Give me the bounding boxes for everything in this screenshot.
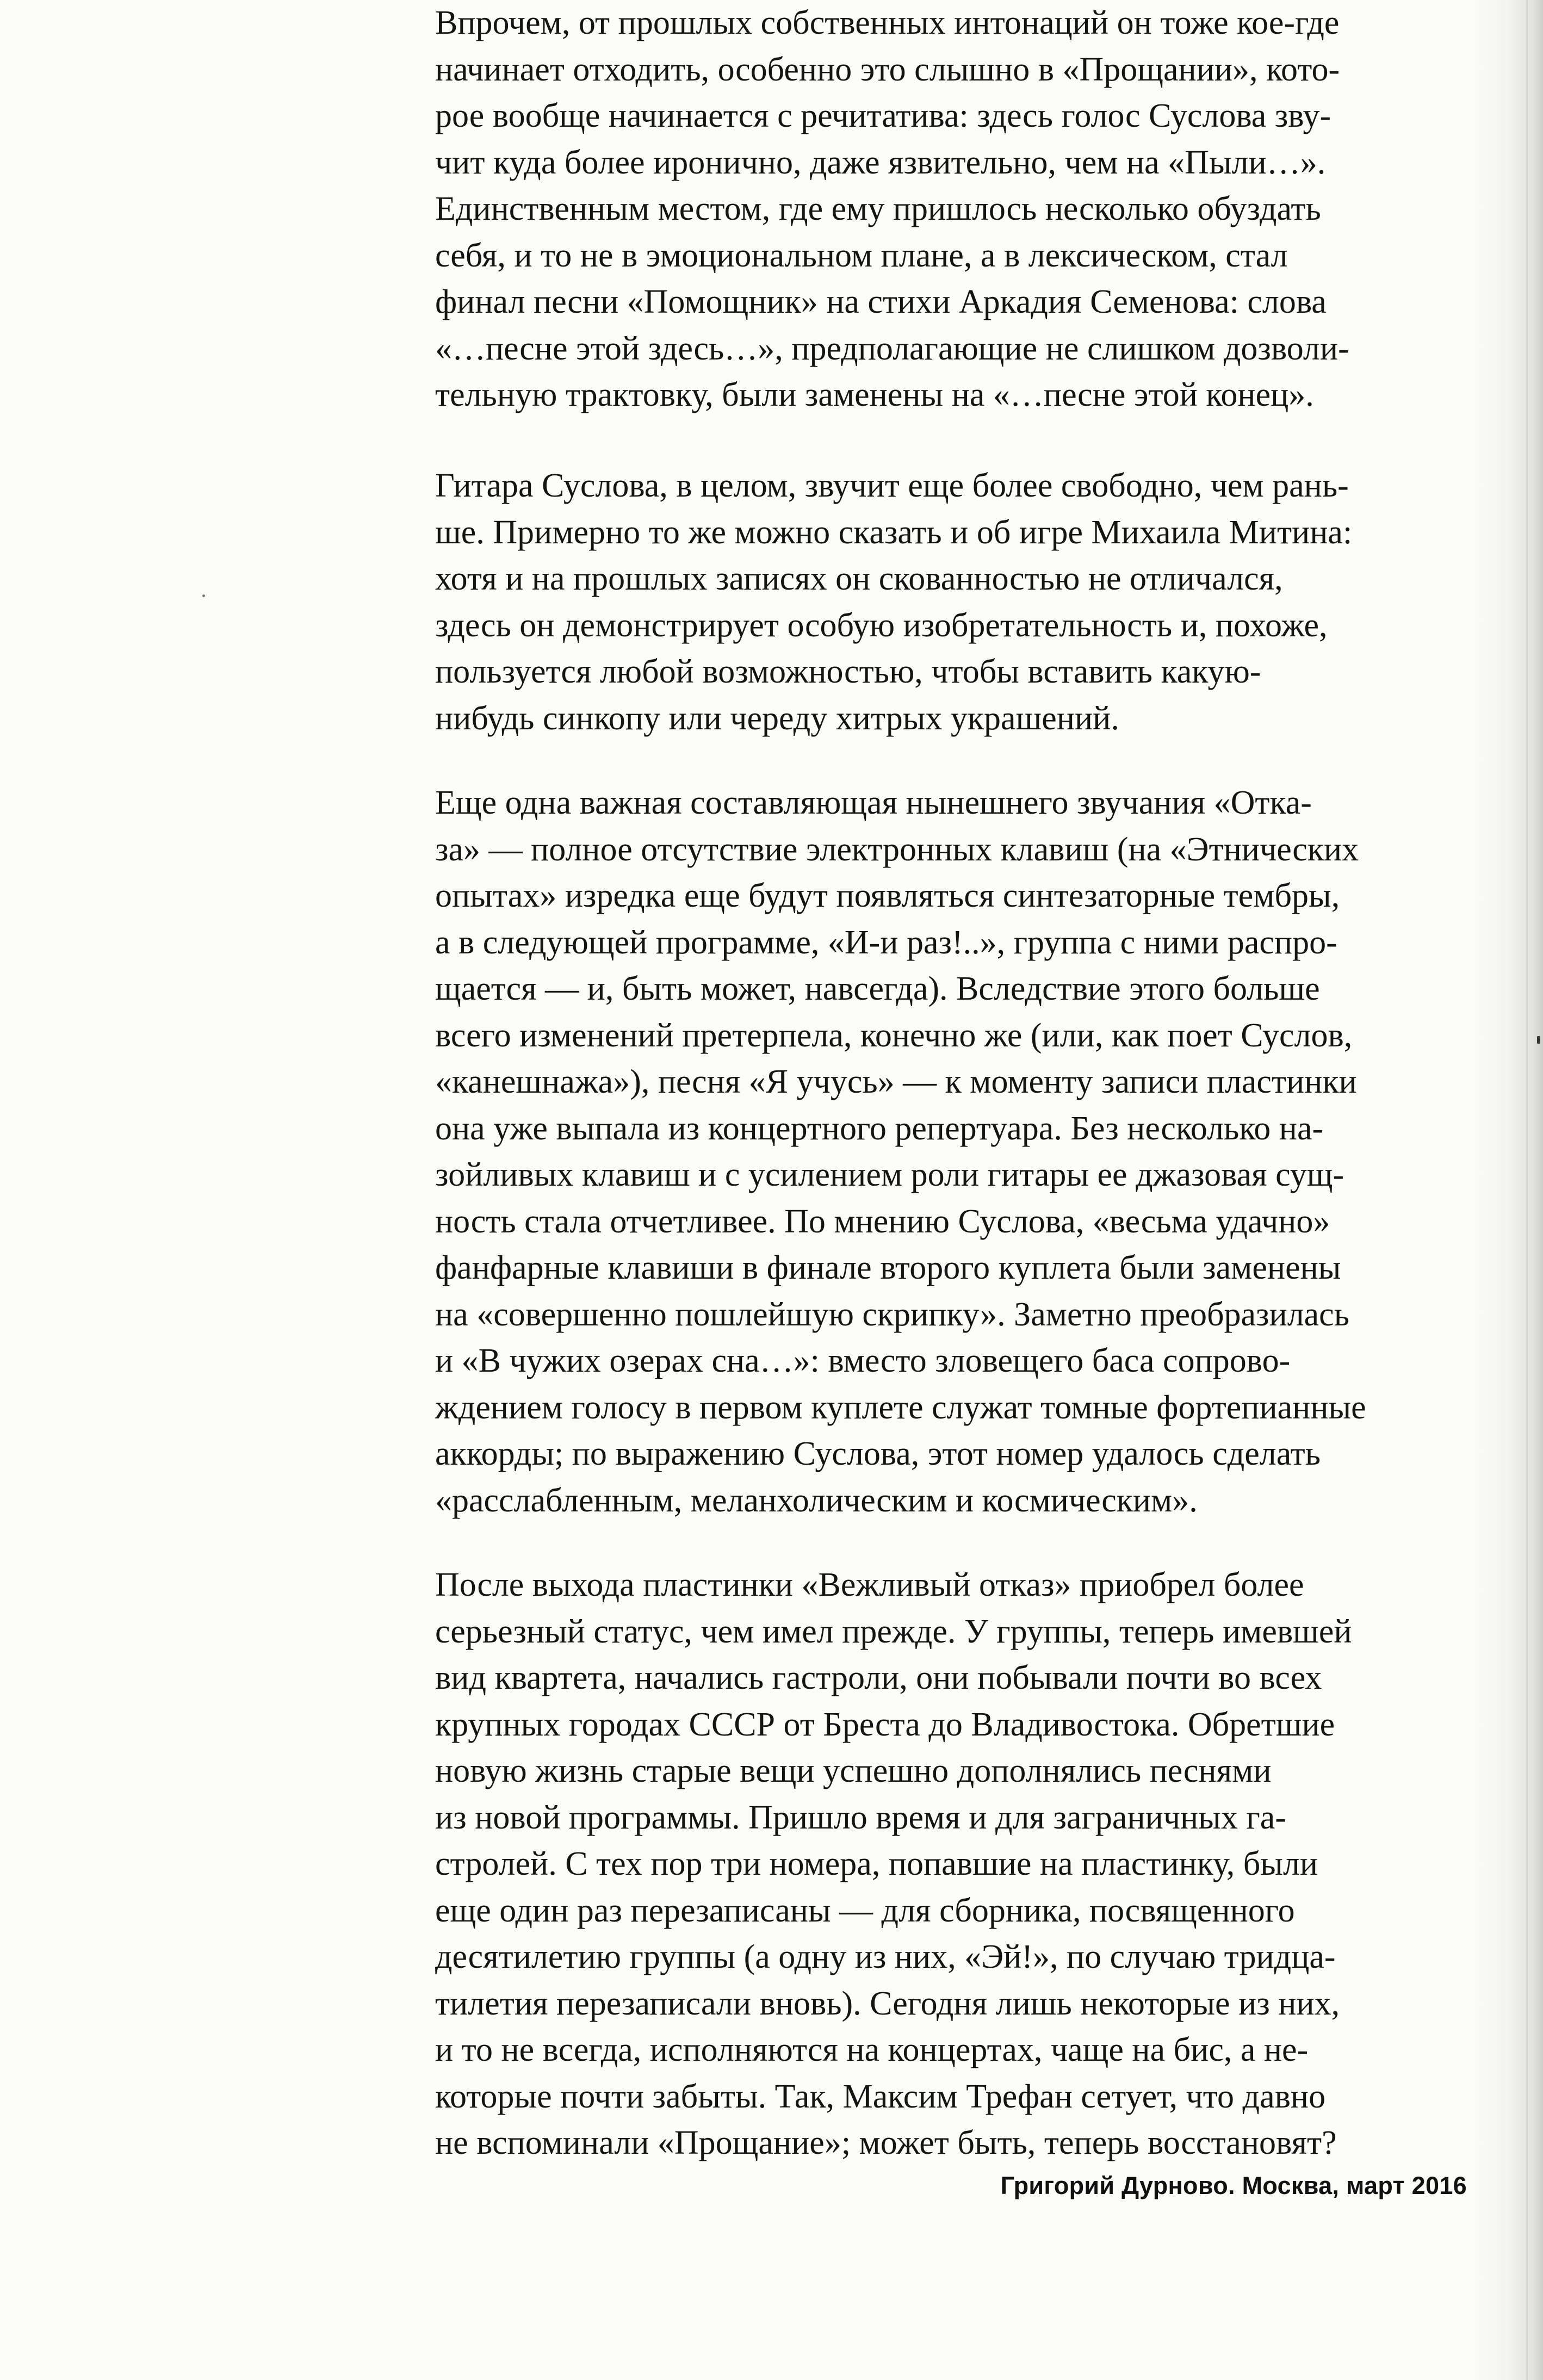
text-line: еще один раз перезаписаны — для сборника, посвященного xyxy=(435,1892,1295,1929)
text-line: опытах» изредка еще будут появляться синтезаторные тембры, xyxy=(435,877,1340,914)
text-line: на «совершенно пошлейшую скрипку». Заметно преобразилась xyxy=(435,1296,1349,1333)
text-line: крупных городах СССР от Бреста до Владивостока. Обретшие xyxy=(435,1706,1335,1743)
text-line: нибудь синкопу или череду хитрых украшений. xyxy=(435,699,1119,737)
text-line: Еще одна важная составляющая нынешнего звучания «Отка- xyxy=(435,784,1312,821)
text-line: новую жизнь старые вещи успешно дополнялись песнями xyxy=(435,1752,1272,1789)
text-line: ше. Примерно то же можно сказать и об игре Михаила Митина: xyxy=(435,513,1353,551)
text-line: вид квартета, начались гастроли, они побывали почти во всех xyxy=(435,1659,1322,1696)
text-line: хотя и на прошлых записях он скованностью не отличался, xyxy=(435,560,1283,597)
text-line: и «В чужих озерах сна…»: вместо зловещего баса сопрово- xyxy=(435,1342,1291,1379)
text-line: пользуется любой возможностью, чтобы вставить какую- xyxy=(435,653,1261,690)
text-line: рое вообще начинается с речитатива: здесь голос Суслова зву- xyxy=(435,97,1331,134)
text-line: себя, и то не в эмоциональном плане, а в лексическом, стал xyxy=(435,237,1288,274)
text-line: десятилетию группы (а одну из них, «Эй!», по случаю тридца- xyxy=(435,1938,1336,1975)
page-fold-shadow xyxy=(1472,0,1543,2380)
text-line: щается — и, быть может, навсегда). Вследствие этого больше xyxy=(435,970,1320,1007)
text-line: После выхода пластинки «Вежливый отказ» приобрел более xyxy=(435,1566,1304,1603)
text-line: «…песне этой здесь…», предполагающие не слишком дозволи- xyxy=(435,330,1349,367)
text-line: Единственным местом, где ему пришлось несколько обуздать xyxy=(435,190,1321,227)
text-line: чит куда более иронично, даже язвительно, чем на «Пыли…». xyxy=(435,144,1326,181)
text-line: серьезный статус, чем имел прежде. У группы, теперь имевшей xyxy=(435,1613,1352,1650)
text-line: не вспоминали «Прощание»; может быть, теперь восстановят? xyxy=(435,2124,1337,2161)
text-line: тилетия перезаписали вновь). Сегодня лишь некоторые из них, xyxy=(435,1985,1340,2022)
text-line: ждением голосу в первом куплете служат томные фортепианные xyxy=(435,1389,1366,1426)
paragraph-keyboards xyxy=(435,780,1366,1524)
author-signature: Григорий Дурново. Москва, март 2016 xyxy=(1000,2172,1467,2199)
text-line: финал песни «Помощник» на стихи Аркадия Семенова: слова xyxy=(435,283,1327,320)
scan-speck xyxy=(202,594,205,597)
text-line: Гитара Суслова, в целом, звучит еще более свободно, чем рань- xyxy=(435,467,1349,504)
text-line: ность стала отчетливее. По мнению Суслова, «весьма удачно» xyxy=(435,1203,1330,1240)
text-line: из новой программы. Пришло время и для заграничных га- xyxy=(435,1799,1286,1836)
text-line: «расслабленным, меланхолическим и космическим». xyxy=(435,1482,1198,1519)
text-line: начинает отходить, особенно это слышно в «Прощании», кото- xyxy=(435,51,1340,88)
text-line: «канешнажа»), песня «Я учусь» — к моменту записи пластинки xyxy=(435,1063,1357,1100)
text-line: здесь он демонстрирует особую изобретательность и, похоже, xyxy=(435,606,1328,644)
text-line: всего изменений претерпела, конечно же (или, как поет Суслов, xyxy=(435,1017,1353,1054)
text-line: она уже выпала из концертного репертуара. Без несколько на- xyxy=(435,1110,1324,1147)
paragraph-after-release xyxy=(435,1562,1352,2167)
text-line: зойливых клавиш и с усилением роли гитары ее джазовая сущ- xyxy=(435,1156,1344,1193)
paragraph-guitar xyxy=(435,463,1352,742)
paragraph-intonations xyxy=(435,0,1349,419)
text-line: фанфарные клавиши в финале второго куплета были заменены xyxy=(435,1249,1341,1286)
text-line: Впрочем, от прошлых собственных интонаций он тоже кое-где xyxy=(435,4,1340,41)
text-line: а в следующей программе, «И-и раз!..», группа с ними распро- xyxy=(435,924,1337,961)
text-line: стролей. С тех пор три номера, попавшие на пластинку, были xyxy=(435,1845,1318,1882)
text-line: за» — полное отсутствие электронных клавиш (на «Этнических xyxy=(435,830,1359,868)
text-line: которые почти забыты. Так, Максим Трефан сетует, что давно xyxy=(435,2078,1326,2115)
scan-speck xyxy=(1537,1036,1540,1044)
text-line: тельную трактовку, были заменены на «…песне этой конец». xyxy=(435,376,1314,413)
text-line: аккорды; по выражению Суслова, этот номер удалось сделать xyxy=(435,1435,1321,1472)
page-edge xyxy=(1526,0,1528,2380)
text-line: и то не всегда, исполняются на концертах, чаще на бис, а не- xyxy=(435,2031,1309,2068)
